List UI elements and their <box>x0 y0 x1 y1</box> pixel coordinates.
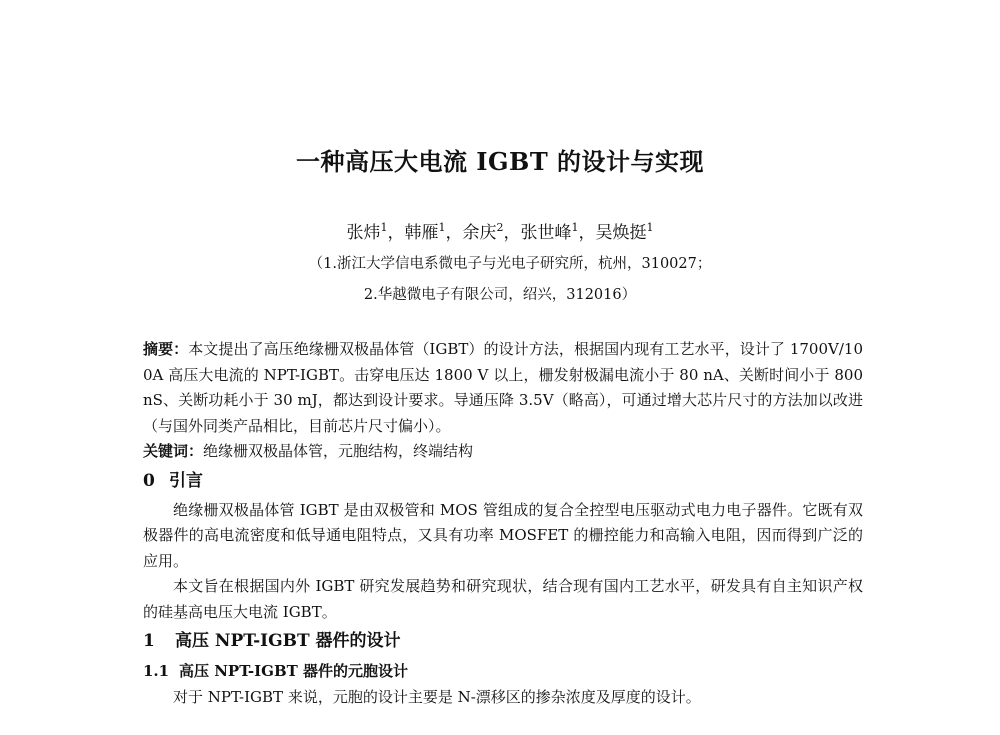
section-number: 1 <box>143 631 155 651</box>
abstract-label: 摘要： <box>143 340 189 358</box>
keywords-label: 关键词： <box>143 442 204 460</box>
author-separator: ， <box>578 223 596 243</box>
section-number: 0 <box>143 470 155 491</box>
affiliation-marker: 1 <box>380 221 388 234</box>
section-title: 引言 <box>169 470 203 491</box>
author-name: 张世峰 <box>520 223 572 243</box>
affiliation-line-1: （1.浙江大学信电系微电子与光电子研究所，杭州，310027； <box>308 256 712 272</box>
abstract <box>143 337 863 439</box>
keywords <box>143 439 863 465</box>
section-title: 高压 NPT-IGBT 器件的设计 <box>175 631 401 651</box>
affiliation-marker: 1 <box>438 221 446 234</box>
subsection-title: 高压 NPT-IGBT 器件的元胞设计 <box>179 662 409 680</box>
keywords-text: 绝缘栅双极晶体管，元胞结构，终端结构 <box>203 442 474 460</box>
author-name: 吴焕挺 <box>595 223 647 243</box>
abstract-text: 本文提出了高压绝缘栅双极晶体管（IGBT）的设计方法，根据国内现有工艺水平，设计了 1700V/100A 高压大电流的 NPT-IGBT。击穿电压达 1800 V 以上，栅发射极漏电流小于 80 nA、关断时间小于 800 nS、关断功耗小于 30 mJ，都达到设计要求。导通压降 3.5V（略高），可通过增大芯片尺寸的方法加以改进（与国外同类产品相比，目前芯片尺寸偏小）。 <box>143 340 863 435</box>
author-separator: ， <box>445 223 463 243</box>
affiliation-line-2: 2.华越微电子有限公司，绍兴，312016） <box>363 287 637 303</box>
subsection-heading-1-1 <box>143 658 863 685</box>
affiliation-marker: 2 <box>496 221 504 234</box>
author-list <box>0 220 1000 246</box>
section-heading-intro <box>143 466 863 496</box>
paper-body <box>143 337 863 711</box>
section-heading-1 <box>143 626 863 656</box>
subsection-paragraph-1: 对于 NPT-IGBT 来说，元胞的设计主要是 N-漂移区的掺杂浓度及厚度的设计。 <box>173 688 701 706</box>
author-name: 张炜 <box>346 223 381 243</box>
affiliation-marker: 1 <box>646 221 654 234</box>
author-separator: ， <box>503 223 521 243</box>
affiliation-marker: 1 <box>571 221 579 234</box>
author-separator: ， <box>387 223 405 243</box>
author-name: 余庆 <box>462 223 497 243</box>
author-name: 韩雁 <box>404 223 439 243</box>
intro-paragraph-2: 本文旨在根据国内外 IGBT 研究发展趋势和研究现状，结合现有国内工艺水平，研发具有自主知识产权的硅基高电压大电流 IGBT。 <box>143 577 863 621</box>
subsection-number: 1.1 <box>143 662 170 680</box>
paper-title: 一种高压大电流 IGBT 的设计与实现 <box>295 147 705 176</box>
intro-paragraph-1: 绝缘栅双极晶体管 IGBT 是由双极管和 MOS 管组成的复合全控型电压驱动式电力电子器件。它既有双极器件的高电流密度和低导通电阻特点，又具有功率 MOSFET 的栅控能力和高输入电阻，因而得到广泛的应用。 <box>143 500 863 570</box>
